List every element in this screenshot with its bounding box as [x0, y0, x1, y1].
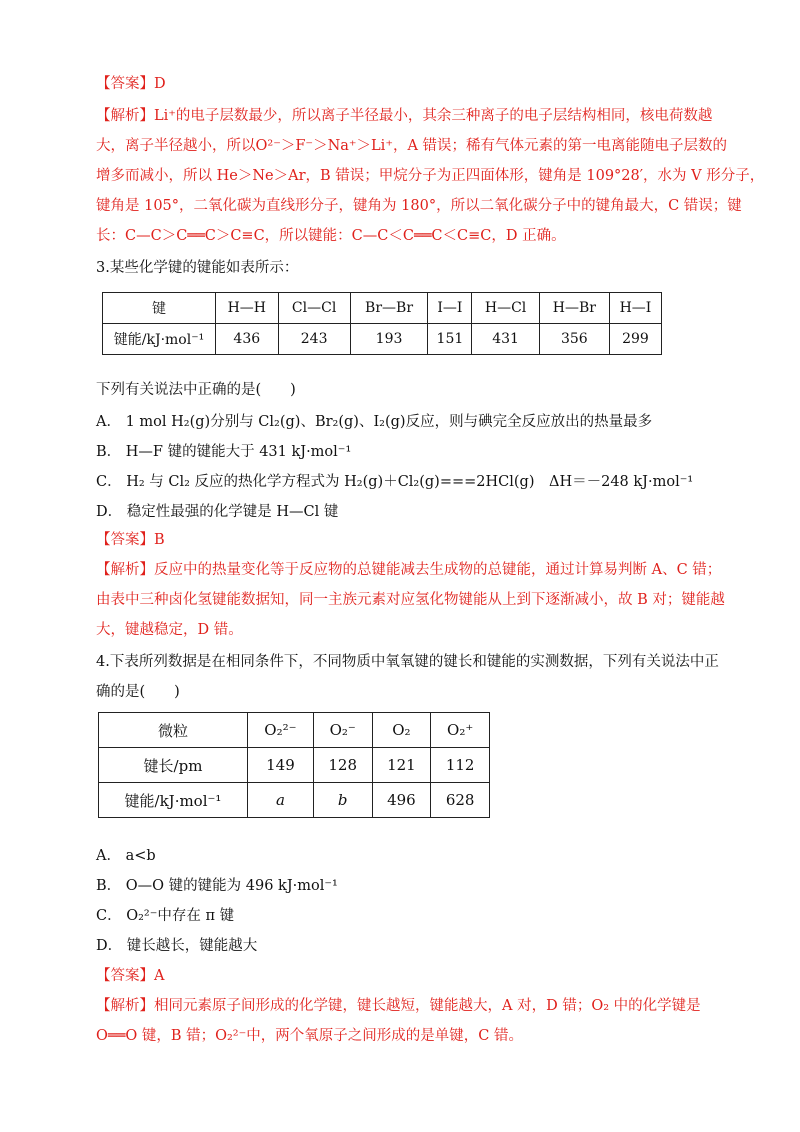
table-cell: O₂²⁻ [248, 713, 314, 748]
table-cell: O₂ [372, 713, 431, 748]
table-cell: 键能/kJ·mol⁻¹ [99, 783, 248, 818]
table-cell: a [248, 783, 314, 818]
analysis-tag: 【解析】 [96, 998, 154, 1014]
table-cell: 193 [350, 324, 428, 355]
table-cell: Cl—Cl [278, 293, 350, 324]
q2-analysis-line-2: 大，离子半径越小，所以O²⁻＞F⁻＞Na⁺＞Li⁺，A 错误；稀有气体元素的第一电离能随电子层数的 [96, 138, 728, 154]
q4-option-a: A． a<b [96, 848, 156, 864]
q2-analysis-line-3: 增多而减小，所以 He＞Ne＞Ar，B 错误；甲烷分子为正四面体形，键角是 109°28′，水为 V 形分子， [96, 168, 765, 184]
table-cell: 键 [103, 293, 216, 324]
q2-analysis-line-4: 键角是 105°，二氧化碳为直线形分子，键角为 180°，所以二氧化碳分子中的键角最大，C 错误；键 [96, 198, 742, 214]
table-row [99, 783, 490, 818]
table-row [99, 713, 490, 748]
q3-question: 下列有关说法中正确的是( ) [96, 382, 296, 398]
table-cell: 键能/kJ·mol⁻¹ [103, 324, 216, 355]
analysis-tag: 【解析】 [96, 562, 154, 578]
table-cell: 151 [428, 324, 472, 355]
q3-analysis-line-1: 【解析】反应中的热量变化等于反应物的总键能减去生成物的总键能，通过计算易判断 A、C 错； [96, 562, 722, 578]
table-cell: 键长/pm [99, 748, 248, 783]
q4-oxygen-bond-table [98, 712, 490, 818]
q2-analysis-line-1: 【解析】Li⁺的电子层数最少，所以离子半径最小，其余三种离子的电子层结构相同，核电荷数越 [96, 108, 713, 124]
q3-option-b: B． H—F 键的键能大于 431 kJ·mol⁻¹ [96, 444, 352, 460]
q4-option-d: D． 键长越长，键能越大 [96, 938, 258, 954]
table-cell: 436 [216, 324, 279, 355]
answer-tag: 【答案】 [96, 76, 154, 92]
q4-option-b: B． O—O 键的键能为 496 kJ·mol⁻¹ [96, 878, 338, 894]
table-cell: 128 [313, 748, 372, 783]
q3-option-d: D． 稳定性最强的化学键是 H—Cl 键 [96, 504, 339, 520]
q3-analysis-line-3: 大，键越稳定，D 错。 [96, 622, 243, 638]
q4-stem-line-1: 4.下表所列数据是在相同条件下，不同物质中氧氧键的键长和键能的实测数据，下列有关说法中正 [96, 654, 719, 670]
table-row [99, 748, 490, 783]
table-cell: 149 [248, 748, 314, 783]
q4-answer [96, 966, 164, 986]
q4-analysis-line-2: O══O 键，B 错；O₂²⁻中，两个氧原子之间形成的是单键，C 错。 [96, 1028, 523, 1044]
table-cell: O₂⁻ [313, 713, 372, 748]
table-cell: 112 [431, 748, 490, 783]
q3-answer [96, 530, 165, 550]
q4-analysis-line-1: 【解析】相同元素原子间形成的化学键，键长越短，键能越大，A 对，D 错；O₂ 中的化学键是 [96, 998, 701, 1014]
analysis-tag: 【解析】 [96, 108, 154, 124]
table-cell: H—H [216, 293, 279, 324]
table-cell: 121 [372, 748, 431, 783]
table-cell: 299 [609, 324, 661, 355]
q3-bond-energy-table [102, 292, 662, 355]
table-cell: b [313, 783, 372, 818]
q3-option-a: A． 1 mol H₂(g)分别与 Cl₂(g)、Br₂(g)、I₂(g)反应，则与碘完全反应放出的热量最多 [96, 414, 653, 430]
table-cell: 431 [472, 324, 539, 355]
answer-value: D [154, 76, 166, 92]
table-cell: 微粒 [99, 713, 248, 748]
answer-value: B [154, 532, 165, 548]
answer-tag: 【答案】 [96, 532, 154, 548]
table-cell: O₂⁺ [431, 713, 490, 748]
table-cell: 496 [372, 783, 431, 818]
q2-answer [96, 74, 166, 94]
table-cell: H—Br [539, 293, 609, 324]
table-cell: H—I [609, 293, 661, 324]
table-cell: 628 [431, 783, 490, 818]
q4-stem-line-2: 确的是( ) [96, 684, 180, 700]
q2-analysis-line-5: 长：C—C＞C══C＞C≡C，所以键能：C—C＜C══C＜C≡C，D 正确。 [96, 228, 566, 244]
q3-option-c: C． H₂ 与 Cl₂ 反应的热化学方程式为 H₂(g)＋Cl₂(g)===2HCl(g) ΔH＝－248 kJ·mol⁻¹ [96, 474, 694, 490]
q4-option-c: C． O₂²⁻中存在 π 键 [96, 908, 235, 924]
table-cell: H—Cl [472, 293, 539, 324]
q3-analysis-line-2: 由表中三种卤化氢键能数据知，同一主族元素对应氢化物键能从上到下逐渐减小，故 B 对；键能越 [96, 592, 725, 608]
table-cell: Br—Br [350, 293, 428, 324]
table-cell: 243 [278, 324, 350, 355]
table-row [103, 293, 662, 324]
table-cell: I—I [428, 293, 472, 324]
table-cell: 356 [539, 324, 609, 355]
table-row [103, 324, 662, 355]
answer-value: A [154, 968, 165, 984]
answer-tag: 【答案】 [96, 968, 154, 984]
q3-stem: 3.某些化学键的键能如表所示： [96, 260, 299, 276]
